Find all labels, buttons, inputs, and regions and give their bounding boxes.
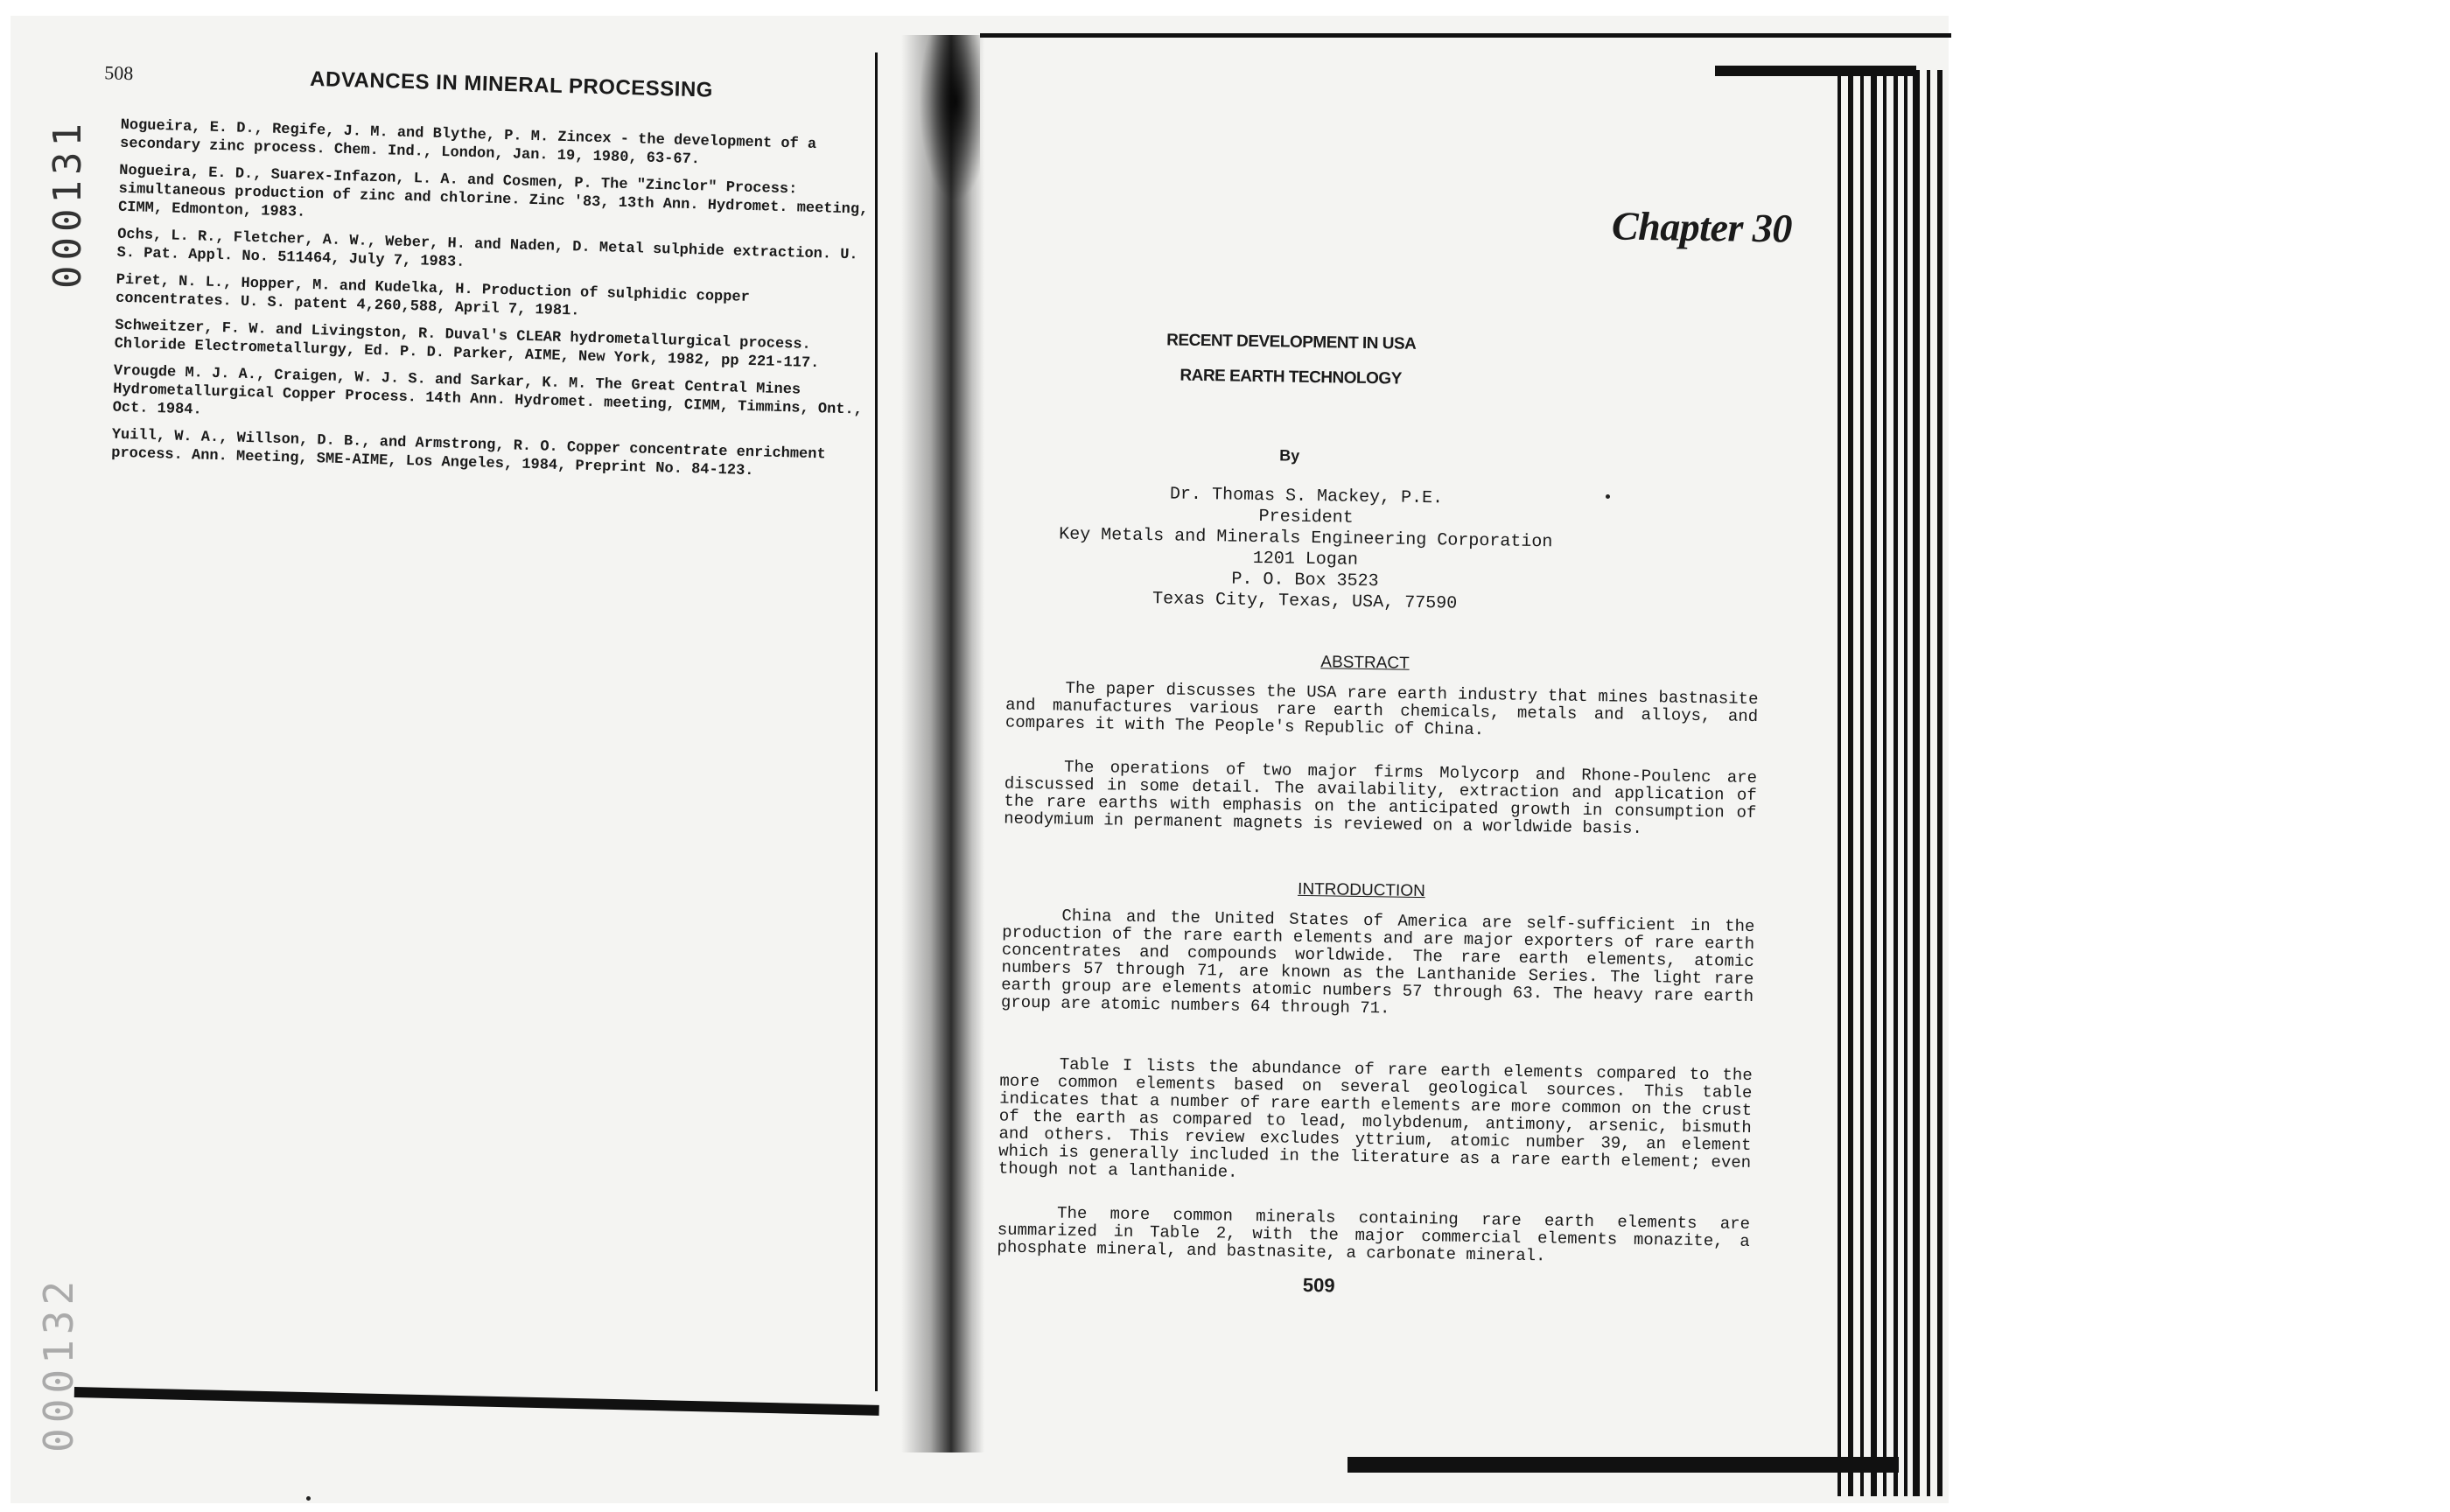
book-spine-shadow [901,35,984,1452]
reference-list [111,116,873,493]
introduction-paragraph: China and the United States of America are self-sufficient in the production of the rare earth elements and are major exporters of rare earth concentrates and compounds worldwide. The rare earth elements, atomic numbers 57 through 71, are known as the Lanthanide Series. The light rare earth group are elements atomic numbers 57 through 63. The heavy rare earth group are atomic numbers 64 through 71. [1000,906,1755,1018]
paper-title-line2: RARE EARTH TECHNOLOGY [1180,366,1403,388]
scan-speck [1606,494,1610,499]
reference-entry: Schweitzer, F. W. and Livingston, R. Duval's CLEAR hydrometallurgical process. Chloride Electrometallurgy, Ed. P. D. Parker, AIME, New York, 1982, pp 221-117. [114,317,820,373]
author-name: Dr. Thomas S. Mackey, P.E. [1169,484,1444,509]
reference-entry: Yuill, W. A., Willson, D. B., and Armstrong, R. O. Copper concentrate enrichment process. Ann. Meeting, SME-AIME, Los Angeles, 1984, Preprint No. 84-123. [110,426,826,480]
chapter-heading: Chapter 30 [1611,203,1793,251]
introduction-paragraph: Table I lists the abundance of rare earth elements compared to the more common elements based on several geological sources. This table indicates that a number of rare earth elements are more common on the crust of the earth as compared to lead, molybdenum, antimony, arsenic, bismuth and others. This review excludes yttrium, atomic number 39, an element which is generally included in the literature as a rare earth element; even though not a lanthanide. [998,1054,1753,1182]
left-page-fold-line [875,52,878,1391]
blank-margin [1960,0,2450,1512]
introduction-heading: INTRODUCTION [1297,879,1425,901]
bottom-edge-right [1348,1457,1899,1473]
author-title: President [1258,507,1354,528]
byline: By [1279,446,1300,465]
margin-stamp-top: 000131 [46,118,90,289]
left-page-number: 508 [104,61,134,85]
running-head: ADVANCES IN MINERAL PROCESSING [309,66,714,102]
top-edge-right [980,33,1951,38]
right-page-number: 509 [1302,1273,1335,1297]
author-organization: Key Metals and Minerals Engineering Corporation [1059,524,1553,553]
author-city: Texas City, Texas, USA, 77590 [1152,589,1458,614]
author-po-box: P. O. Box 3523 [1231,569,1379,592]
introduction-paragraph: The more common minerals containing rare earth elements are summarized in Table 2, with the major commercial elements monazite, a phosphate mineral, and bastnasite, a carbonate mineral. [997,1203,1751,1266]
abstract-paragraph: The operations of two major firms Molycorp and Rhone-Poulenc are discussed in some detail. The availability, extraction and application of the rare earths with emphasis on the anticipated growth in consumption of neodymium in permanent magnets is reviewed on a worldwide basis. [1004,757,1758,838]
reference-entry: Piret, N. L., Hopper, M. and Kudelka, H. Production of sulphidic copper concentrates. U. S. patent 4,260,588, April 7, 1981. [115,271,751,320]
abstract-heading: ABSTRACT [1320,653,1410,673]
margin-stamp-bottom: 000132 [35,1275,82,1452]
scan-speck [306,1496,311,1501]
page-edge-stripes [1829,70,1951,1496]
reference-entry: Nogueira, E. D., Regife, J. M. and Blythe, P. M. Zincex - the development of a secondary zinc process. Chem. Ind., London, Jan. 19, 1980, 63-67. [119,116,817,169]
author-street: 1201 Logan [1252,548,1359,570]
paper-title-line1: RECENT DEVELOPMENT IN USA [1166,331,1417,354]
spine-dark-blot [919,35,980,201]
reference-entry: Vrougde M. J. A., Craigen, W. J. S. and Sarkar, K. M. The Great Central Mines Hydrometallurgical Copper Process. 14th Ann. Hydromet. meeting, CIMM, Timmins, Ont., Oct. 1984. [112,362,864,419]
reference-entry: Nogueira, E. D., Suarex-Infazon, L. A. and Cosmen, P. The "Zinclor" Process: simultaneous production of zinc and chlorine. Zinc '83, 13th Ann. Hydromet. meeting, CIMM, Edmonton, 1983. [117,162,869,221]
abstract-paragraph: The paper discusses the USA rare earth industry that mines bastnasite and manufactures various rare earth chemicals, metals and alloys, and compares it with The People's Republic of China. [1004,678,1759,740]
reference-entry: Ochs, L. R., Fletcher, A. W., Weber, H. and Naden, D. Metal sulphide extraction. U. S. Pat. Appl. No. 511464, July 7, 1983. [116,226,858,271]
author-block [972,481,1639,618]
